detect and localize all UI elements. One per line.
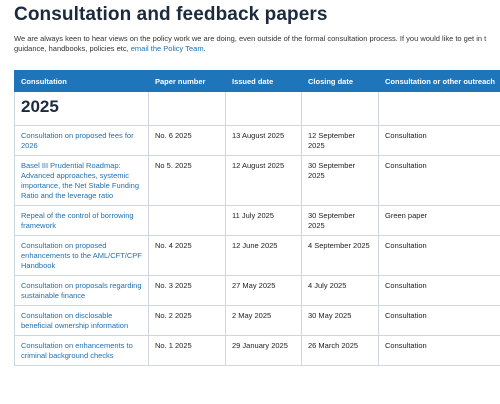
intro-line-2-suffix: . [203,44,206,53]
issued-date-cell: 27 May 2025 [226,276,302,306]
issued-date-cell: 29 January 2025 [226,336,302,366]
consultation-cell [15,126,149,156]
header-issued-date: Issued date [226,71,302,92]
consultation-link[interactable]: Consultation on disclosable beneficial ownership information [21,311,129,330]
closing-date-cell: 4 September 2025 [302,236,379,276]
consultation-link[interactable]: Consultation on proposed enhancements to the AML/CFT/CPF Handbook [21,241,142,270]
issued-date-cell: 11 July 2025 [226,206,302,236]
header-closing-date: Closing date [302,71,379,92]
consultation-link[interactable]: Consultation on proposed fees for 2026 [21,131,134,150]
consultation-link[interactable]: Repeal of the control of borrowing framework [21,211,134,230]
closing-date-cell: 12 September 2025 [302,126,379,156]
paper-number-cell [149,206,226,236]
outreach-type-cell: Consultation [379,276,500,306]
issued-date-cell: 12 June 2025 [226,236,302,276]
outreach-type-cell: Consultation [379,236,500,276]
issued-date-cell: 13 August 2025 [226,126,302,156]
year-row-cell [379,92,500,126]
table-row [15,306,500,336]
issued-date-cell: 12 August 2025 [226,156,302,206]
consultation-table [14,70,500,366]
closing-date-cell: 30 May 2025 [302,306,379,336]
year-row-cell [149,92,226,126]
intro-text [14,34,500,54]
table-row [15,276,500,306]
consultation-cell [15,206,149,236]
consultation-link[interactable]: Basel III Prudential Roadmap: Advanced approaches, systemic importance, the Net Stable Funding Ratio and the leverage ratio [21,161,139,200]
closing-date-cell: 4 July 2025 [302,276,379,306]
closing-date-cell: 30 September 2025 [302,206,379,236]
table-row [15,236,500,276]
header-paper-number: Paper number [149,71,226,92]
consultation-cell [15,336,149,366]
header-outreach-type: Consultation or other outreach [379,71,500,92]
outreach-type-cell: Consultation [379,306,500,336]
page-title: Consultation and feedback papers [14,4,328,25]
year-heading: 2025 [15,92,149,126]
paper-number-cell: No. 6 2025 [149,126,226,156]
closing-date-cell: 30 September 2025 [302,156,379,206]
header-consultation: Consultation [15,71,149,92]
table-header-row [15,71,500,92]
consultation-cell [15,276,149,306]
intro-line-2-prefix: guidance, handbooks, policies etc, [14,44,129,53]
outreach-type-cell: Consultation [379,126,500,156]
email-policy-team-link[interactable]: email the Policy Team [130,44,204,53]
outreach-type-cell: Green paper [379,206,500,236]
paper-number-cell: No. 2 2025 [149,306,226,336]
consultation-link[interactable]: Consultation on enhancements to criminal background checks [21,341,133,360]
paper-number-cell: No. 3 2025 [149,276,226,306]
consultation-cell [15,156,149,206]
table-row [15,156,500,206]
year-row-cell [302,92,379,126]
consultation-cell [15,306,149,336]
year-row-cell [226,92,302,126]
consultation-link[interactable]: Consultation on proposals regarding sustainable finance [21,281,142,300]
table-row [15,206,500,236]
table-row [15,336,500,366]
table-row [15,126,500,156]
issued-date-cell: 2 May 2025 [226,306,302,336]
intro-line-2 [14,44,500,54]
paper-number-cell: No. 4 2025 [149,236,226,276]
paper-number-cell: No 5. 2025 [149,156,226,206]
closing-date-cell: 26 March 2025 [302,336,379,366]
intro-line-1: We are always keen to hear views on the policy work we are doing, even outside of the formal consultation process. If you would like to get in t [14,34,487,43]
consultation-cell [15,236,149,276]
outreach-type-cell: Consultation [379,336,500,366]
year-row [15,92,500,126]
outreach-type-cell: Consultation [379,156,500,206]
paper-number-cell: No. 1 2025 [149,336,226,366]
